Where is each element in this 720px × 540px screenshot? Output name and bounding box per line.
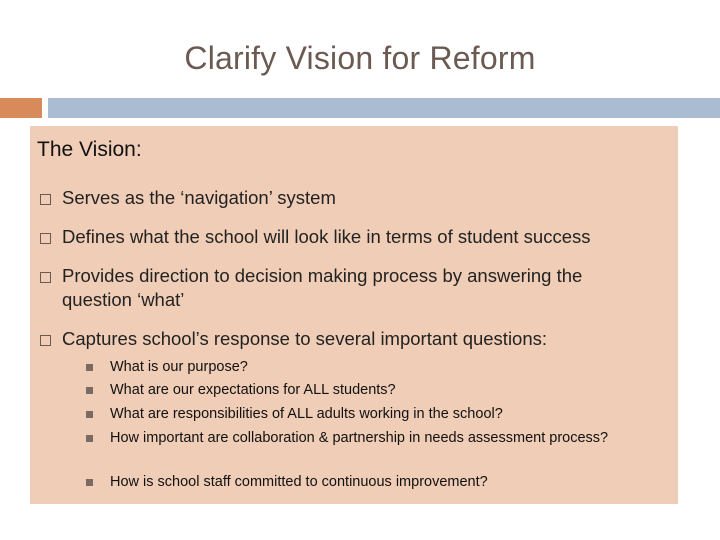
bullet-text: Defines what the school will look like in terms of student success (62, 226, 591, 247)
sub-bullet-text: What are responsibilities of ALL adults working in the school? (110, 406, 503, 422)
sub-bullet-text: How important are collaboration & partnership in needs assessment process? (110, 430, 609, 446)
bullet-box-icon (40, 194, 51, 205)
sub-bullet-square-icon (86, 435, 93, 442)
sub-bullet-square-icon (86, 364, 93, 371)
sub-bullet-text: What is our purpose? (110, 359, 248, 375)
bullet-box-icon (40, 272, 51, 283)
bullet-item (62, 327, 662, 351)
sub-bullet-text: What are our expectations for ALL students? (110, 382, 396, 398)
accent-bar-blue (48, 98, 720, 118)
slide-title: Clarify Vision for Reform (184, 40, 536, 76)
sub-bullet-item (110, 429, 630, 448)
sub-bullet-text: How is school staff committed to continuous improvement? (110, 474, 488, 490)
bullet-box-icon (40, 233, 51, 244)
bullet-item (62, 225, 662, 249)
accent-bar-orange (0, 98, 42, 118)
sub-bullet-square-icon (86, 479, 93, 486)
sub-bullet-item (110, 405, 630, 424)
bullet-item (62, 264, 642, 312)
content-heading: The Vision: (37, 138, 142, 161)
sub-bullet-square-icon (86, 387, 93, 394)
sub-bullet-item (110, 473, 630, 492)
sub-bullet-square-icon (86, 411, 93, 418)
bullet-box-icon (40, 335, 51, 346)
sub-bullet-item (110, 358, 630, 377)
bullet-text: Captures school’s response to several important questions: (62, 328, 548, 349)
bullet-item (62, 186, 662, 210)
bullet-text: Serves as the ‘navigation’ system (62, 187, 336, 208)
sub-bullet-item (110, 381, 630, 400)
bullet-text: Provides direction to decision making process by answering the question ‘what’ (62, 265, 583, 310)
content-box (30, 126, 678, 504)
